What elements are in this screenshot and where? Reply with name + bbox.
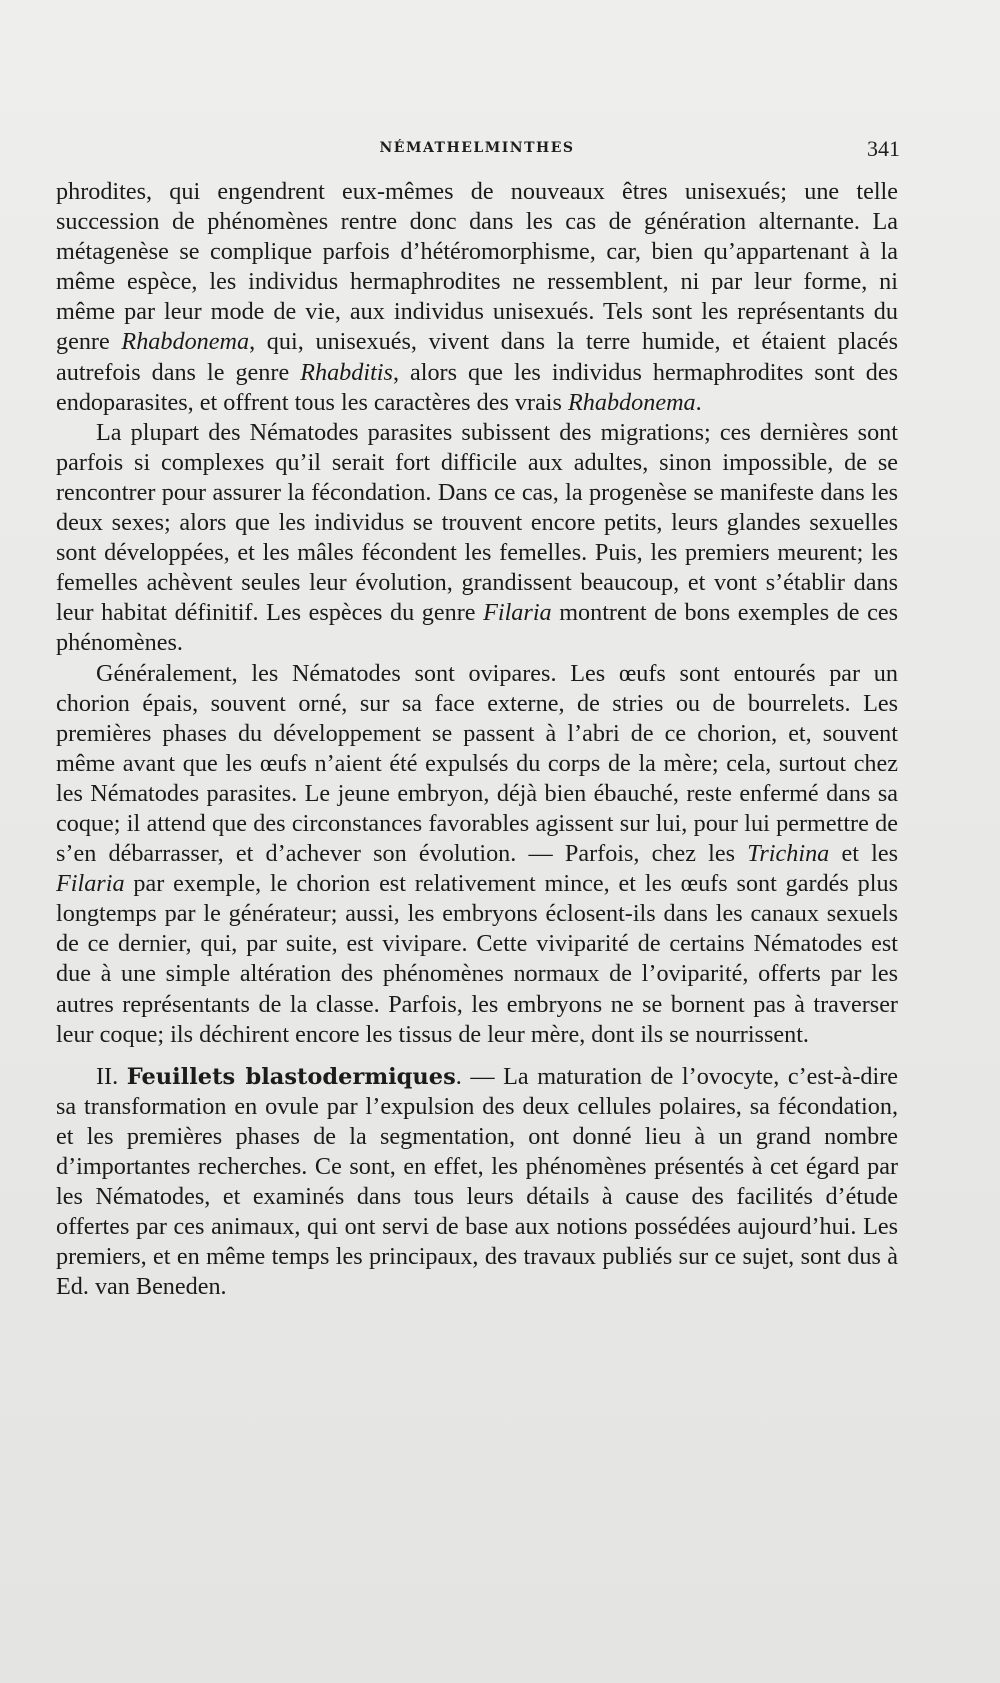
text-run: et les xyxy=(829,840,898,868)
paragraph-p3 xyxy=(56,659,898,1050)
paragraph-p4 xyxy=(56,1062,898,1303)
paragraph-p1 xyxy=(56,177,898,418)
italic-taxon-name: Rhabdonema xyxy=(121,328,250,356)
section-spacer xyxy=(56,1050,898,1062)
text-run: phrodites, qui engendrent eux-mêmes de nouveaux êtres unisexués; une telle succession de phénomènes rentre donc dans les cas de génération alternante. La métagenèse se complique parfois d’hétéromorphisme, car, bien qu’appartenant à la même espèce, les individus hermaphrodites ne ressemblent, ni par leur forme, ni même par leur mode de vie, aux individus unisexués. Tels sont les représentants du genre xyxy=(56,178,898,356)
text-run: montrent de bons exemples de ces phénomènes. xyxy=(56,599,898,657)
text-run: par exemple, le chorion est relativement mince, et les œufs sont gardés plus longtemps par le générateur; aussi, les embryons éclosent-ils dans les canaux sexuels de ce dernier, qui, par suite, est vivipare. Cette viviparité de certains Nématodes est due à une simple altération des phénomènes normaux de l’oviparité, offerts par les autres représentants de la classe. Parfois, les embryons ne se bornent pas à traverser leur coque; ils déchirent encore les tissus de leur mère, dont ils se nourrissent. xyxy=(56,870,898,1048)
text-run: Généralement, les Nématodes sont ovipares. Les œufs sont entourés par un chorion épais, souvent orné, sur sa face externe, de stries ou de bourrelets. Les premières phases du développement se passent à l’abri de ce chorion, et, souvent même avant que les œufs n’aient été expulsés du corps de la mère; cela, surtout chez les Nématodes parasites. Le jeune embryon, déjà bien ébauché, reste enfermé dans sa coque; il attend que des circonstances favorables agissent sur lui, pour lui permettre de s’en débarrasser, et d’achever son évolution. — Parfois, chez les xyxy=(56,659,898,868)
paragraph-p2 xyxy=(56,418,898,659)
page-header xyxy=(54,136,900,166)
italic-taxon-name: Rhabditis xyxy=(300,358,393,386)
page-number: 341 xyxy=(867,136,900,161)
text-run: , alors que les individus hermaphrodites sont des endoparasites, et offrent tous les caractères des vrais xyxy=(56,358,898,416)
body-text xyxy=(56,177,898,1302)
italic-taxon-name: Rhabdonema xyxy=(568,388,696,416)
italic-taxon-name: Filaria xyxy=(56,870,125,898)
running-head: NÉMATHELMINTHES xyxy=(379,140,575,156)
text-run: La plupart des Nématodes parasites subissent des migrations; ces dernières sont parfois si complexes qu’il serait fort difficile aux adultes, sinon impossible, de se rencontrer pour assurer la fécondation. Dans ce cas, la progenèse se manifeste dans les deux sexes; alors que les individus se trouvent encore petits, leurs glandes sexuelles sont développées, et les mâles fécondent les femelles. Puis, les premiers meurent; les femelles achèvent seules leur évolution, grandissent beaucoup, et vont s’établir dans leur habitat définitif. Les espèces du genre xyxy=(56,418,898,627)
italic-taxon-name: Trichina xyxy=(747,840,830,868)
section-heading: Feuillets blastodermiques xyxy=(126,1063,456,1090)
text-run: . xyxy=(695,388,702,416)
text-run: , qui, unisexués, vivent dans la terre humide, et étaient placés autrefois dans le genre xyxy=(56,328,899,386)
italic-taxon-name: Filaria xyxy=(483,599,552,627)
text-run: II. xyxy=(96,1062,127,1090)
text-run: . — La maturation de l’ovocyte, c’est-à-dire sa transformation en ovule par l’expulsion des deux cellules polaires, sa fécondation, et les premières phases de la segmentation, ont donné lieu à un grand nombre d’importantes recherches. Ce sont, en effet, les phénomènes présentés à cet égard par les Nématodes, et examinés dans tous leurs détails à cause des facilités d’étude offertes par ces animaux, qui ont servi de base aux notions possédées aujourd’hui. Les premiers, et en même temps les principaux, des travaux publiés sur ce sujet, sont dus à Ed. van Beneden. xyxy=(56,1062,898,1301)
